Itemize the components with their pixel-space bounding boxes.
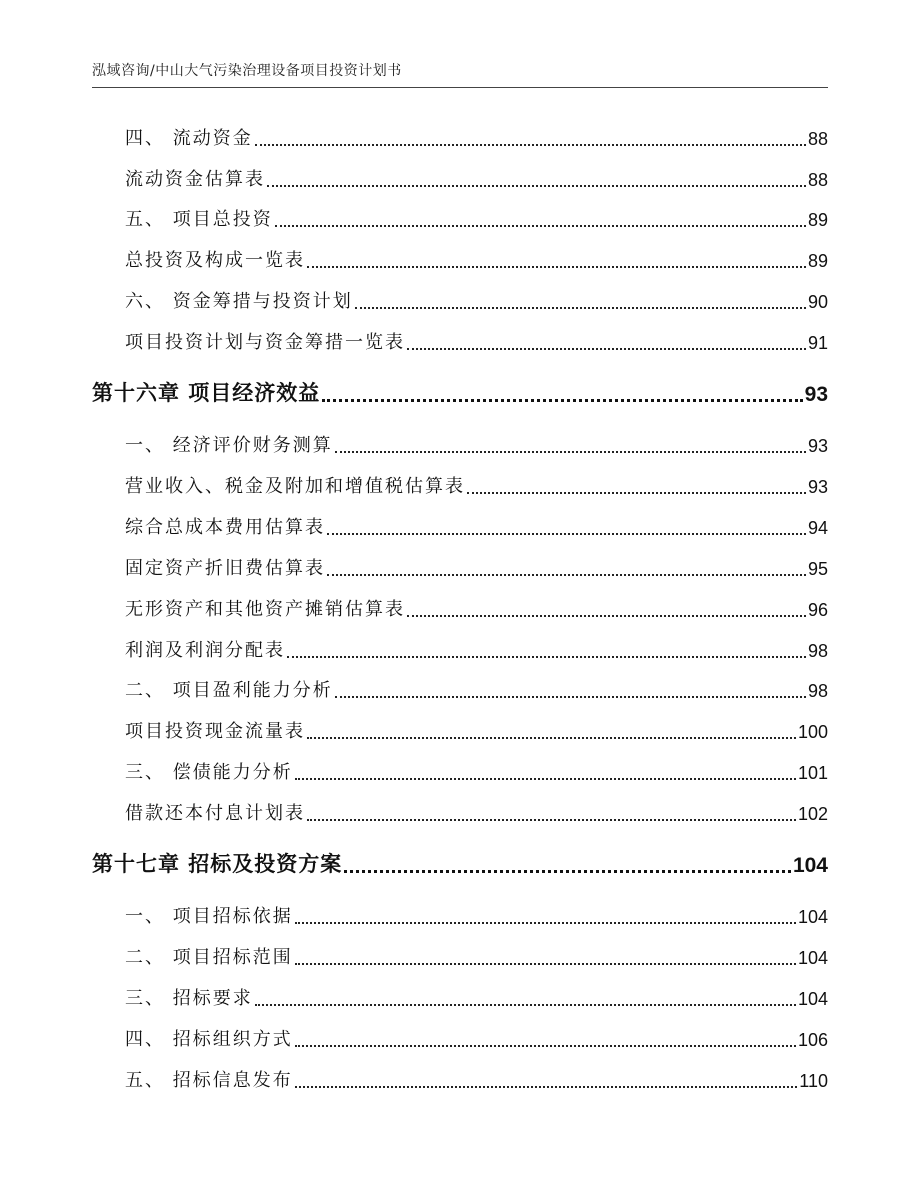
toc-entry-section[interactable] (125, 676, 828, 702)
toc-entry-table[interactable] (125, 328, 828, 354)
toc-entry-label: 四、 招标组织方式 (125, 1029, 293, 1050)
toc-entry-page: 93 (807, 436, 828, 456)
dot-leader (307, 819, 796, 821)
toc-entry-section[interactable] (125, 1066, 828, 1092)
dot-leader (407, 348, 806, 350)
toc-entry-label: 三、 偿债能力分析 (125, 762, 293, 783)
toc-entry-page: 104 (797, 989, 828, 1009)
dot-leader (267, 185, 806, 187)
dot-leader (327, 574, 806, 576)
toc-entry-label: 一、 经济评价财务测算 (125, 435, 333, 456)
toc-entry-label: 第十七章 招标及投资方案 (92, 852, 343, 876)
toc-entry-label: 第十六章 项目经济效益 (92, 381, 321, 405)
toc-entry-page: 100 (797, 722, 828, 742)
toc-entry-label: 一、 项目招标依据 (125, 906, 293, 927)
toc-entry-page: 106 (797, 1030, 828, 1050)
toc-entry-section[interactable] (125, 758, 828, 784)
toc-entry-section[interactable] (125, 431, 828, 457)
toc-entry-label: 营业收入、税金及附加和增值税估算表 (125, 476, 465, 497)
toc-entry-page: 89 (807, 210, 828, 230)
toc-entry-page: 89 (807, 251, 828, 271)
toc-entry-label: 无形资产和其他资产摊销估算表 (125, 599, 405, 620)
toc-entry-table[interactable] (125, 165, 828, 191)
dot-leader (295, 922, 796, 924)
dot-leader (335, 696, 806, 698)
dot-leader (255, 1004, 796, 1006)
dot-leader (275, 225, 806, 227)
dot-leader (307, 266, 806, 268)
toc-entry-table[interactable] (125, 554, 828, 580)
toc-entry-section[interactable] (125, 984, 828, 1010)
toc-entry-label: 综合总成本费用估算表 (125, 517, 325, 538)
toc-entry-section[interactable] (125, 205, 828, 231)
toc-entry-section[interactable] (125, 124, 828, 150)
dot-leader (407, 615, 806, 617)
dot-leader (307, 737, 796, 739)
toc-entry-section[interactable] (125, 902, 828, 928)
toc-entry-table[interactable] (125, 513, 828, 539)
toc-entry-section[interactable] (125, 287, 828, 313)
toc-entry-label: 利润及利润分配表 (125, 640, 285, 661)
toc-entry-label: 固定资产折旧费估算表 (125, 558, 325, 579)
toc-entry-section[interactable] (125, 943, 828, 969)
toc-entry-label: 六、 资金筹措与投资计划 (125, 291, 353, 312)
dot-leader (295, 1086, 798, 1088)
toc-entry-label: 项目投资计划与资金筹措一览表 (125, 332, 405, 353)
toc-entry-table[interactable] (125, 472, 828, 498)
toc-entry-table[interactable] (125, 246, 828, 272)
toc-entry-page: 95 (807, 559, 828, 579)
running-header: 泓域咨询/中山大气污染治理设备项目投资计划书 (92, 63, 402, 79)
toc-entry-section[interactable] (125, 1025, 828, 1051)
toc-entry-label: 流动资金估算表 (125, 169, 265, 190)
toc-entry-chapter[interactable] (92, 377, 828, 407)
dot-leader (295, 963, 796, 965)
toc-entry-table[interactable] (125, 595, 828, 621)
dot-leader (295, 778, 796, 780)
toc-entry-label: 借款还本付息计划表 (125, 803, 305, 824)
toc-entry-page: 88 (807, 170, 828, 190)
toc-entry-page: 104 (797, 907, 828, 927)
toc-entry-page: 104 (797, 948, 828, 968)
toc-entry-page: 94 (807, 518, 828, 538)
toc-entry-page: 91 (807, 333, 828, 353)
dot-leader (355, 307, 806, 309)
toc-entry-label: 二、 项目盈利能力分析 (125, 680, 333, 701)
toc-entry-page: 88 (807, 129, 828, 149)
toc-entry-page: 104 (792, 854, 828, 877)
toc-entry-table[interactable] (125, 717, 828, 743)
toc-entry-table[interactable] (125, 636, 828, 662)
toc-entry-label: 四、 流动资金 (125, 128, 253, 149)
dot-leader (322, 399, 802, 402)
toc-entry-page: 98 (807, 641, 828, 661)
toc-entry-page: 93 (804, 383, 828, 406)
dot-leader (327, 533, 806, 535)
toc-entry-label: 总投资及构成一览表 (125, 250, 305, 271)
dot-leader (287, 656, 806, 658)
toc-entry-page: 90 (807, 292, 828, 312)
toc-entry-chapter[interactable] (92, 848, 828, 878)
toc-entry-page: 93 (807, 477, 828, 497)
toc-entry-label: 三、 招标要求 (125, 988, 253, 1009)
toc-entry-label: 五、 招标信息发布 (125, 1070, 293, 1091)
toc-entry-page: 101 (797, 763, 828, 783)
dot-leader (335, 451, 806, 453)
toc-entry-page: 98 (807, 681, 828, 701)
dot-leader (255, 144, 806, 146)
toc-entry-label: 五、 项目总投资 (125, 209, 273, 230)
toc-entry-page: 110 (799, 1071, 828, 1091)
toc-entry-label: 二、 项目招标范围 (125, 947, 293, 968)
toc-entry-page: 102 (797, 804, 828, 824)
toc-entry-table[interactable] (125, 799, 828, 825)
toc-entry-label: 项目投资现金流量表 (125, 721, 305, 742)
dot-leader (295, 1045, 796, 1047)
dot-leader (344, 870, 791, 873)
dot-leader (467, 492, 806, 494)
toc-entry-page: 96 (807, 600, 828, 620)
